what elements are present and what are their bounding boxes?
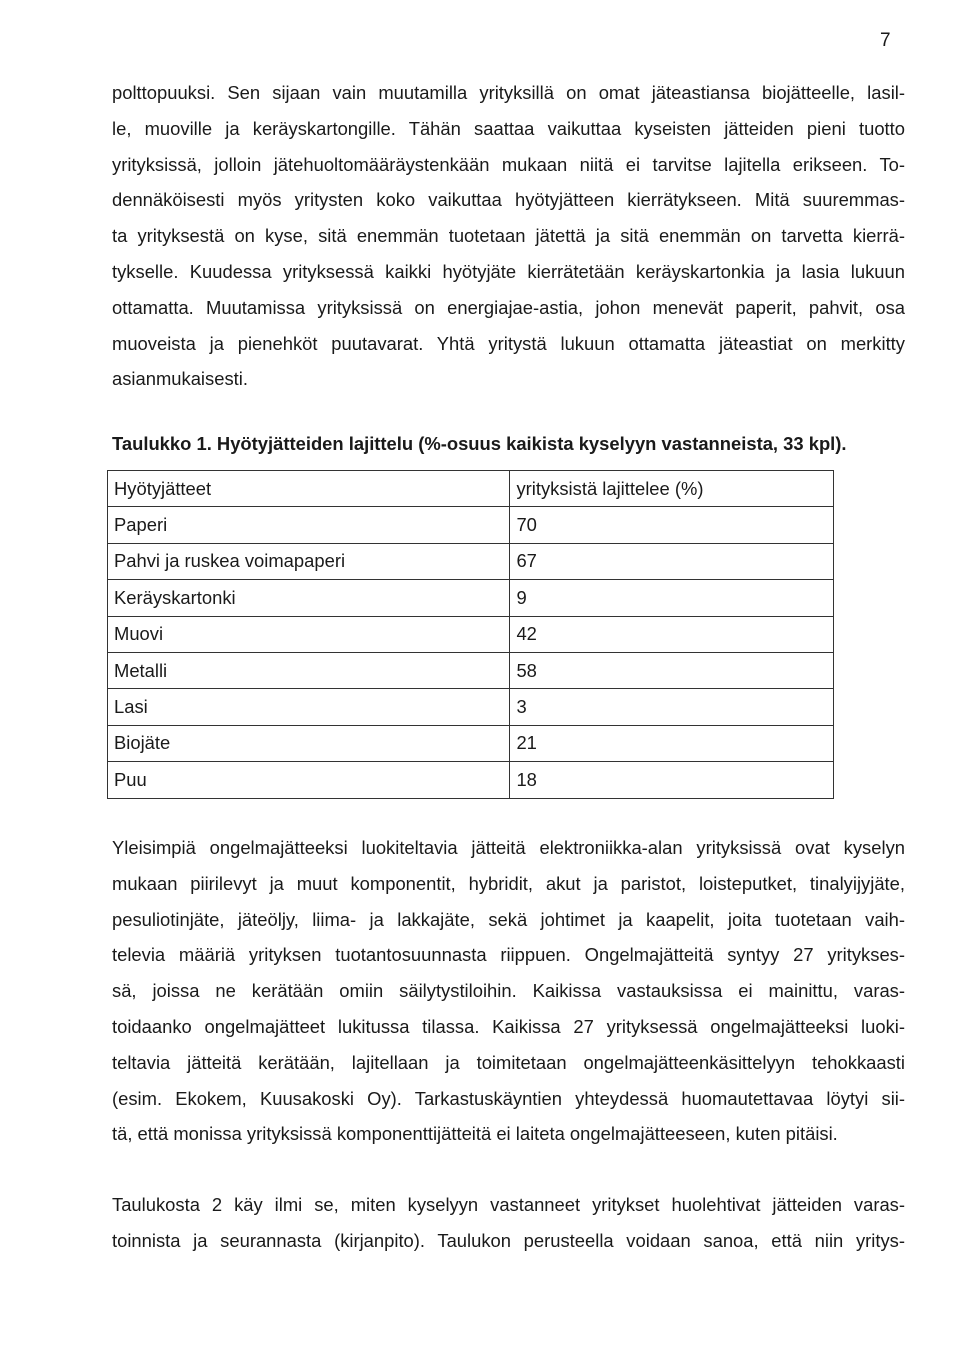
table-cell-percent: 67 (510, 543, 834, 579)
text-line: yrityksissä, jolloin jätehuoltomääräystenkään mukaan niitä ei tarvitse lajitella erikseen. To- (112, 153, 905, 175)
text-line: toidaanko ongelmajätteet lukitussa tilassa. Kaikissa 27 yrityksessä ongelmajätteeksi luoki- (112, 1015, 905, 1037)
table-cell-material: Metalli (108, 652, 510, 688)
table-cell-material: Muovi (108, 616, 510, 652)
text-line: toinnista ja seurannasta (kirjanpito). Taulukon perusteella voidaan sanoa, että niin yritys- (112, 1229, 905, 1251)
text-line: muoveista ja pienehköt puutavarat. Yhtä yritystä lukuun ottamatta jäteastiat on merkitty (112, 332, 905, 354)
text-line: tä, että monissa yrityksissä komponenttijätteitä ei laiteta ongelmajätteeseen, kuten pitäisi. (112, 1123, 838, 1145)
table-row (108, 543, 834, 579)
table-row (108, 616, 834, 652)
table-caption: Taulukko 1. Hyötyjätteiden lajittelu (%-osuus kaikista kyselyyn vastanneista, 33 kpl). (112, 433, 847, 454)
text-line: Yleisimpiä ongelmajätteeksi luokiteltavia jätteitä elektroniikka-alan yrityksissä ovat kyselyn (112, 837, 905, 858)
table-cell-material: Pahvi ja ruskea voimapaperi (108, 543, 510, 579)
paragraph-waste-sorting (112, 75, 905, 397)
table-cell-percent: 58 (510, 652, 834, 688)
table-cell-material: Biojäte (108, 725, 510, 761)
text-line: pesuliotinjäte, jäteöljy, liima- ja lakkajäte, sekä johtimet ja kaapelit, joita tuotetaan vaih- (112, 908, 905, 930)
table-cell-percent: 70 (510, 507, 834, 543)
paragraph-storage (112, 1187, 905, 1259)
table-cell-material: Paperi (108, 507, 510, 543)
table-row (108, 725, 834, 761)
paragraph-hazardous-waste (112, 830, 905, 1152)
table-cell-percent: 21 (510, 725, 834, 761)
table-cell-percent: 9 (510, 580, 834, 616)
table-header-row (108, 471, 834, 507)
text-line: ta yrityksestä on kyse, sitä enemmän tuotetaan jätettä ja sitä enemmän on tarvetta kierrä- (112, 225, 905, 247)
page-number: 7 (880, 30, 891, 51)
table-row (108, 580, 834, 616)
table-cell-percent: 3 (510, 689, 834, 725)
text-line: dennäköisesti myös yritysten koko vaikuttaa hyötyjätteen kierrätykseen. Mitä suuremmas- (112, 189, 905, 211)
table-row (108, 652, 834, 688)
text-line: asianmukaisesti. (112, 368, 248, 390)
text-line: teltavia jätteitä kerätään, lajitellaan ja toimitetaan ongelmajätteenkäsittelyyn tehokkaasti (112, 1051, 905, 1073)
text-line: ottamatta. Muutamissa yrityksissä on energiajae-astia, johon menevät paperit, pahvit, osa (112, 296, 905, 318)
table-cell-material: Puu (108, 762, 510, 798)
text-line: tykselle. Kuudessa yrityksessä kaikki hyötyjäte kierrätetään keräyskartonkia ja lasia lukuun (112, 260, 905, 282)
text-line: le, muoville ja keräyskartongille. Tähän saattaa vaikuttaa kyseisten jätteiden pieni tuotto (112, 117, 905, 139)
table-cell-material: Lasi (108, 689, 510, 725)
text-line: Taulukosta 2 käy ilmi se, miten kyselyyn vastanneet yritykset huolehtivat jätteiden varas- (112, 1194, 905, 1215)
text-line: polttopuuksi. Sen sijaan vain muutamilla yrityksillä on omat jäteastiansa biojätteelle, lasil- (112, 82, 905, 103)
table-row (108, 689, 834, 725)
text-line: sä, joissa ne kerätään omiin säilytystiloihin. Kaikissa vastauksissa ei mainittu, varas- (112, 980, 905, 1002)
table-header-cell: yrityksistä lajittelee (%) (510, 471, 834, 507)
table-header-cell: Hyötyjätteet (108, 471, 510, 507)
table-cell-material: Keräyskartonki (108, 580, 510, 616)
table-row (108, 762, 834, 798)
table-row (108, 507, 834, 543)
table-cell-percent: 42 (510, 616, 834, 652)
table-cell-percent: 18 (510, 762, 834, 798)
text-line: televia määriä yrityksen tuotantosuunnasta riippuen. Ongelmajätteitä syntyy 27 yritykses- (112, 944, 905, 966)
recycling-table (107, 470, 834, 799)
text-line: mukaan piirilevyt ja muut komponentit, hybridit, akut ja paristot, loisteputket, tinalyijyjäte, (112, 872, 905, 894)
text-line: (esim. Ekokem, Kuusakoski Oy). Tarkastuskäyntien yhteydessä huomautettavaa löytyi sii- (112, 1087, 905, 1109)
